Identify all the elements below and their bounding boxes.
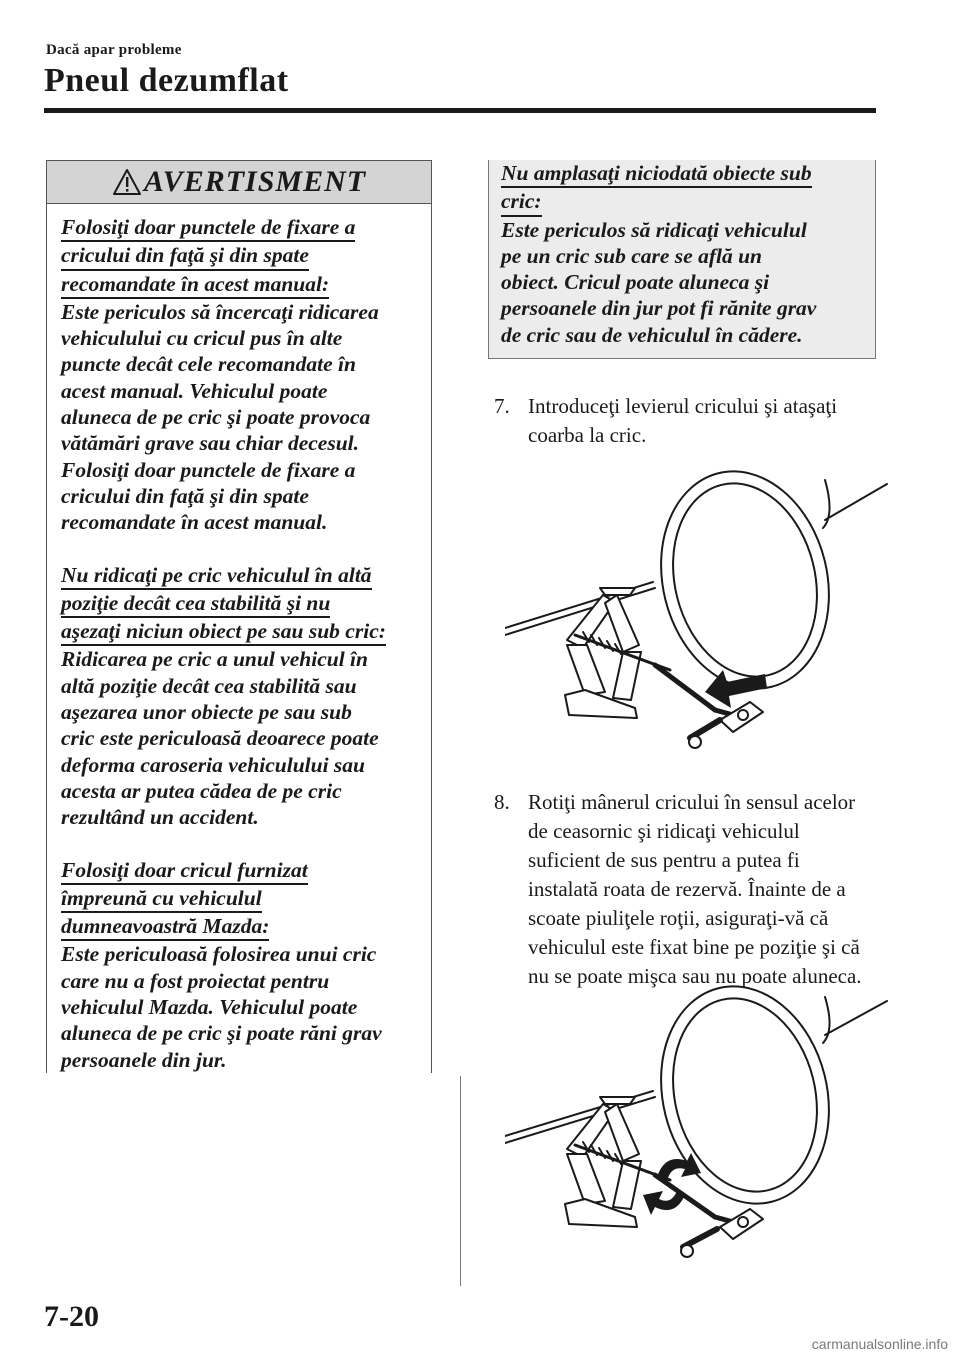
jack-lever-insert-illustration (505, 470, 890, 760)
step-text-line: vehiculul este fixat bine pe poziţie şi că (528, 935, 860, 959)
step-text-line: Rotiţi mânerul cricului în sensul acelor (528, 790, 856, 814)
warning-subheading-line: poziţie decât cea stabilită şi nu (61, 590, 330, 618)
note-box (488, 160, 876, 359)
step-text-line: nu se poate mişca sau nu poate aluneca. (528, 964, 862, 988)
note-text-line: pe un cric sub care se află un (501, 243, 762, 268)
jack-crank-rotate-illustration (505, 985, 890, 1275)
warning-text-line: recomandate în acest manual. (61, 510, 328, 535)
note-subheading-line: Nu amplasaţi niciodată obiecte sub (501, 160, 812, 188)
warning-text-line: persoanele din jur. (61, 1047, 227, 1072)
warning-text-line: aluneca de pe cric şi poate răni grav (61, 1021, 382, 1046)
warning-text-line: aşezarea unor obiecte pe sau sub (61, 700, 352, 725)
warning-box (46, 160, 432, 1073)
warning-text-line: acest manual. Vehiculul poate (61, 378, 328, 403)
warning-item-2 (61, 562, 431, 831)
page-number: 7-20 (44, 1300, 99, 1333)
warning-text-line: cric este periculoasă deoarece poate (61, 726, 379, 751)
page-title: Pneul dezumflat (44, 62, 289, 99)
warning-subheading-line: recomandate în acest manual: (61, 271, 329, 299)
warning-heading: AVERTISMENT (143, 165, 367, 198)
warning-text-line: Folosiţi doar punctele de fixare a (61, 457, 356, 482)
warning-text-line: altă poziţie decât cea stabilită sau (61, 673, 357, 698)
warning-text-line: vehiculul Mazda. Vehiculul poate (61, 995, 358, 1020)
warning-body (47, 204, 431, 1073)
step-text-line: suficient de sus pentru a putea fi (528, 848, 800, 872)
section-label: Dacă apar probleme (46, 42, 182, 58)
step-text-line: coarba la cric. (528, 423, 647, 447)
step-text-line: de ceasornic şi ridicaţi vehiculul (528, 819, 800, 843)
warning-subheading-line: împreună cu vehiculul (61, 885, 262, 913)
warning-text-line: Este periculoasă folosirea unui cric (61, 942, 377, 967)
warning-text-line: vătămări grave sau chiar decesul. (61, 431, 359, 456)
warning-subheading-line: Folosiţi doar cricul furnizat (61, 857, 308, 885)
warning-text-line: acesta ar putea cădea de pe cric (61, 778, 342, 803)
title-rule (44, 108, 876, 113)
step-text-line: instalată roata de rezervă. Înainte de a (528, 877, 846, 901)
warning-subheading-line: cricului din faţă şi din spate (61, 242, 309, 270)
warning-text-line: cricului din faţă şi din spate (61, 483, 309, 508)
step-number: 8. (494, 790, 510, 814)
warning-subheading-line: Folosiţi doar punctele de fixare a (61, 214, 355, 242)
warning-text-line: Este periculos să încercaţi ridicarea (61, 299, 379, 324)
watermark: carmanualsonline.info (811, 1336, 948, 1352)
warning-text-line: rezultând un accident. (61, 805, 259, 830)
step-text-line: scoate piuliţele roţii, asiguraţi-vă că (528, 906, 829, 930)
warning-subheading-line: aşezaţi niciun obiect pe sau sub cric: (61, 618, 386, 646)
warning-item-3 (61, 857, 431, 1073)
warning-triangle-icon (112, 168, 142, 196)
step-text-line: Introduceţi levierul cricului şi ataşaţi (528, 394, 838, 418)
warning-subheading-line: Nu ridicaţi pe cric vehiculul în altă (61, 562, 372, 590)
note-text-line: Este periculos să ridicaţi vehiculul (501, 217, 807, 242)
warning-header (47, 161, 431, 204)
step-number: 7. (494, 394, 510, 418)
warning-text-line: puncte decât cele recomandate în (61, 352, 356, 377)
note-subheading-line: cric: (501, 188, 542, 216)
warning-text-line: care nu a fost proiectat pentru (61, 968, 330, 993)
step-7 (494, 392, 874, 450)
column-divider (460, 1076, 461, 1286)
note-text-line: obiect. Cricul poate aluneca şi (501, 270, 770, 295)
warning-text-line: deforma caroseria vehiculului sau (61, 752, 366, 777)
warning-subheading-line: dumneavoastră Mazda: (61, 913, 269, 941)
step-8 (494, 788, 874, 991)
warning-text-line: aluneca de pe cric şi poate provoca (61, 405, 371, 430)
note-text-line: de cric sau de vehiculul în cădere. (501, 322, 803, 347)
warning-text-line: Ridicarea pe cric a unul vehicul în (61, 647, 368, 672)
warning-text-line: vehiculului cu cricul pus în alte (61, 326, 343, 351)
warning-item-1 (61, 214, 431, 536)
note-text-line: persoanele din jur pot fi rănite grav (501, 296, 817, 321)
